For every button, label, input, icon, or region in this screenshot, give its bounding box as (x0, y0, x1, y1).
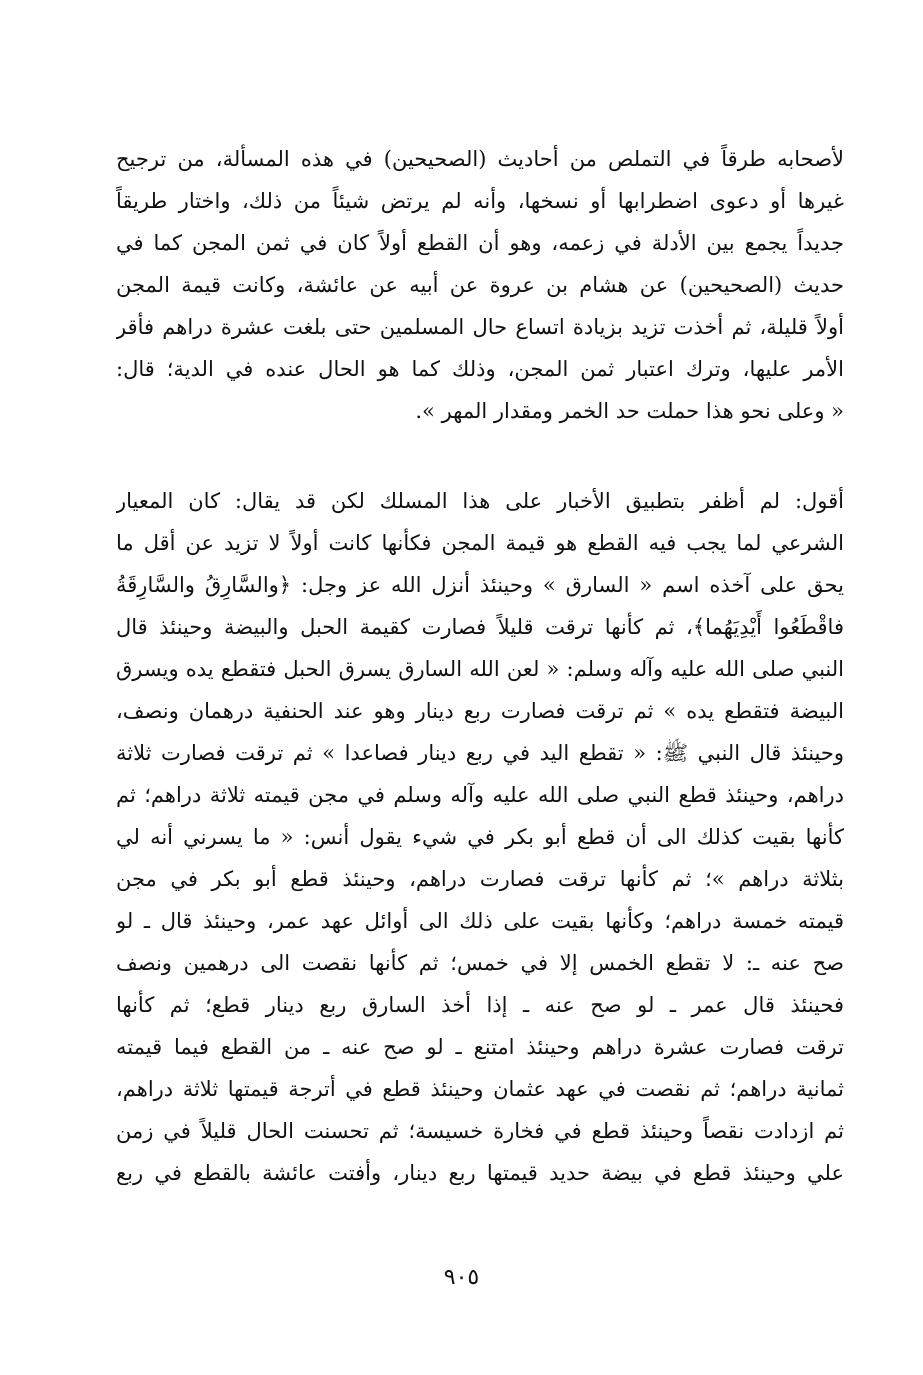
text-line: فحينئذ قال عمر ـ لو صح عنه ـ إذا أخذ السارق ربع دينار قطع؛ ثم كأنها (116, 993, 844, 1017)
text-line: ثم ازدادت نقصاً وحينئذ قطع في فخارة خسيسة؛ ثم تحسنت الحال قليلاً في زمن (116, 1119, 844, 1143)
text-line: جديداً يجمع بين الأدلة في زعمه، وهو أن القطع أولاً كان في ثمن المجن كما في (116, 231, 844, 255)
text-line: « وعلى نحو هذا حملت حد الخمر ومقدار المهر ». (415, 399, 844, 423)
text-line: أقول: لم أظفر بتطبيق الأخبار على هذا المسلك لكن قد يقال: كان المعيار (116, 489, 844, 513)
text-line: يحق على آخذه اسم « السارق » وحينئذ أنزل الله عز وجل: ﴿والسَّارِقُ والسَّارِقَةُ (116, 573, 844, 597)
text-line: الشرعي لما يجب فيه القطع هو قيمة المجن فكأنها كانت أولاً لا تزيد عن أقل ما (116, 531, 844, 555)
text-line: فاقْطَعُوا أَيْدِيَهُما﴾، ثم كأنها ترقت قليلاً فصارت كقيمة الحبل والبيضة وحينئذ قال (116, 615, 844, 639)
text-line: الأمر عليها، وترك اعتبار ثمن المجن، وذلك كما هو الحال عنده في الدية؛ قال: (116, 357, 844, 381)
text-line: أولاً قليلة، ثم أخذت تزيد بزيادة اتساع حال المسلمين حتى بلغت عشرة دراهم فأقر (116, 315, 844, 339)
text-line: صح عنه ـ: لا تقطع الخمس إلا في خمس؛ ثم كأنها نقصت الى درهمين ونصف (116, 951, 844, 975)
text-line: بثلاثة دراهم »؛ ثم كأنها ترقت فصارت دراهم، وحينئذ قطع أبو بكر في مجن (116, 867, 844, 891)
page-number: ٩٠٥ (443, 1265, 480, 1290)
text-line: حديث (الصحيحين) عن هشام بن عروة عن أبيه عن عائشة، وكانت قيمة المجن (116, 273, 844, 297)
text-line: كأنها بقيت كذلك الى أن قطع أبو بكر في شيء يقول أنس: « ما يسرني أنه لي (116, 825, 844, 849)
text-line: قيمته خمسة دراهم؛ وكأنها بقيت على ذلك الى أوائل عهد عمر، وحينئذ قال ـ لو (116, 909, 844, 933)
text-line: غيرها أو دعوى اضطرابها أو نسخها، وأنه لم يرتض شيئاً من ذلك، واختار طريقاً (116, 189, 844, 213)
paragraph-2 (116, 480, 844, 1194)
text-line: ثمانية دراهم؛ ثم نقصت في عهد عثمان وحينئذ قطع في أترجة قيمتها ثلاثة دراهم، (116, 1077, 844, 1101)
text-line: النبي صلى الله عليه وآله وسلم: « لعن الله السارق يسرق الحبل فتقطع يده ويسرق (116, 657, 844, 681)
text-line: وحينئذ قال النبي ﷺ: « تقطع اليد في ربع دينار فصاعدا » ثم ترقت فصارت ثلاثة (116, 741, 844, 765)
text-line: علي وحينئذ قطع في بيضة حديد قيمتها ربع دينار، وأفتت عائشة بالقطع في ربع (116, 1161, 844, 1185)
text-line: دراهم، وحينئذ قطع النبي صلى الله عليه وآله وسلم في مجن قيمته ثلاثة دراهم؛ ثم (116, 783, 844, 807)
paragraph-1 (116, 138, 844, 432)
text-line: البيضة فتقطع يده » ثم ترقت فصارت ربع دينار وهو عند الحنفية درهمان ونصف، (116, 699, 844, 723)
text-line: ترقت فصارت عشرة دراهم وحينئذ امتنع ـ لو صح عنه ـ من القطع فيما قيمته (116, 1035, 844, 1059)
text-line: لأصحابه طرقاً في التملص من أحاديث (الصحيحين) في هذه المسألة، من ترجيح (116, 147, 844, 171)
